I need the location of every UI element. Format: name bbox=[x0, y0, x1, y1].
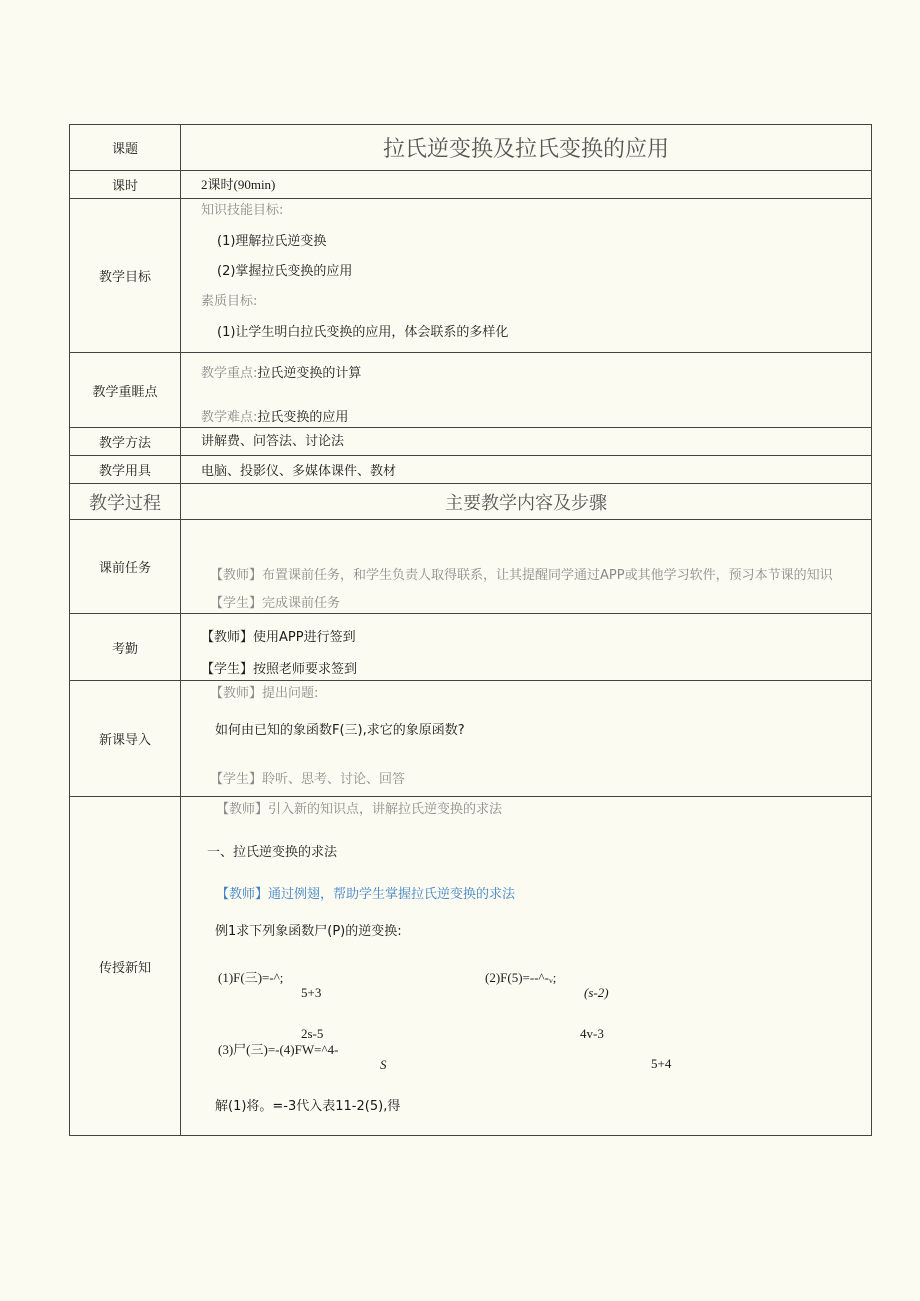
eq1-main: (1)F(三)=-^; bbox=[218, 970, 284, 985]
label-attendance: 考勤 bbox=[70, 614, 181, 680]
focus-line bbox=[201, 366, 361, 382]
nk-example: 例1求下列象函数尸(P)的逆变换: bbox=[215, 924, 402, 939]
nk-teacher-example: 【教师】通过例翅，帮助学生掌握拉氏逆变换的求法 bbox=[216, 887, 516, 902]
goal-item-1: (1)理解拉氏逆变换 bbox=[217, 234, 327, 249]
difficulty-text: 拉氏变换的应用 bbox=[257, 410, 349, 425]
tools-value: 电脑、投影仪、多媒体课件、教材 bbox=[201, 464, 397, 479]
focus-prefix: 教学重点: bbox=[201, 366, 258, 381]
difficulty-line bbox=[201, 410, 348, 426]
intro-teacher: 【教师】提出问题: bbox=[210, 686, 319, 701]
nk-solution: 解(1)将。=-3代入表11-2(5),得 bbox=[215, 1099, 401, 1114]
nk-section-title: 一、拉氏逆变换的求法 bbox=[207, 845, 338, 860]
intro-student: 【学生】聆听、思考、讨论、回答 bbox=[210, 772, 406, 787]
label-process: 教学过程 bbox=[70, 484, 181, 519]
process-header-title: 主要教学内容及步骤 bbox=[445, 492, 607, 514]
row-tools bbox=[70, 456, 871, 484]
eq3-numerator: 2s-5 bbox=[301, 1026, 324, 1041]
label-keypoints: 教学重睚点 bbox=[70, 353, 181, 427]
methods-value: 讲解费、问答法、讨论法 bbox=[201, 434, 345, 449]
lesson-title: 拉氏逆变换及拉氏变换的应用 bbox=[382, 137, 669, 162]
pre-task-student: 【学生】完成课前任务 bbox=[210, 596, 341, 611]
eq4-numerator: 4v-3 bbox=[580, 1026, 604, 1041]
label-goals: 教学目标 bbox=[70, 199, 181, 352]
row-intro bbox=[70, 681, 871, 797]
label-tools: 教学用具 bbox=[70, 456, 181, 483]
row-hours bbox=[70, 171, 871, 199]
lesson-plan-table bbox=[69, 124, 872, 1136]
eq1-denominator: 5+3 bbox=[301, 985, 322, 1000]
row-process-header bbox=[70, 484, 871, 520]
nk-teacher-intro: 【教师】引入新的知识点，讲解拉氏逆变换的求法 bbox=[216, 802, 503, 817]
attendance-teacher: 【教师】使用APP进行签到 bbox=[201, 630, 356, 645]
row-pre-task bbox=[70, 520, 871, 614]
label-pre-task: 课前任务 bbox=[70, 520, 181, 613]
label-methods: 教学方法 bbox=[70, 428, 181, 455]
intro-question: 如何由已知的象函数F(三),求它的象原函数? bbox=[215, 723, 465, 738]
goal-item-3: (1)让学生明白拉氏变换的应用，体会联系的多样化 bbox=[217, 325, 509, 340]
knowledge-heading: 知识技能目标: bbox=[201, 203, 284, 218]
goal-item-2: (2)掌握拉氏变换的应用 bbox=[217, 264, 353, 279]
label-hours: 课时 bbox=[70, 171, 181, 198]
eq2-denominator: (s-2) bbox=[584, 985, 609, 1000]
attendance-student: 【学生】按照老师要求签到 bbox=[201, 662, 358, 677]
row-keypoints bbox=[70, 353, 871, 428]
focus-text: 拉氏逆变换的计算 bbox=[257, 366, 362, 381]
eq4-denominator: 5+4 bbox=[651, 1056, 672, 1071]
eq3-denominator: S bbox=[380, 1057, 387, 1072]
label-intro: 新课导入 bbox=[70, 681, 181, 796]
row-title bbox=[70, 125, 871, 171]
row-attendance bbox=[70, 614, 871, 681]
label-new-knowledge: 传授新知 bbox=[70, 797, 181, 1135]
eq2-main: (2)F(5)=--^-ᵥ; bbox=[485, 970, 557, 985]
difficulty-prefix: 教学难点: bbox=[201, 410, 258, 425]
label-title: 课题 bbox=[70, 125, 181, 170]
pre-task-teacher: 【教师】布置课前任务，和学生负责人取得联系，让其提醒同学通过APP或其他学习软件，预习本节课的知识 bbox=[210, 568, 833, 583]
hours-value: 2课时(90min) bbox=[201, 177, 276, 192]
quality-heading: 素质目标: bbox=[201, 294, 258, 309]
eq34-main: (3)尸(三)=-(4)FW=^4- bbox=[218, 1042, 339, 1057]
row-methods bbox=[70, 428, 871, 456]
row-new-knowledge bbox=[70, 797, 871, 1135]
row-goals bbox=[70, 199, 871, 353]
